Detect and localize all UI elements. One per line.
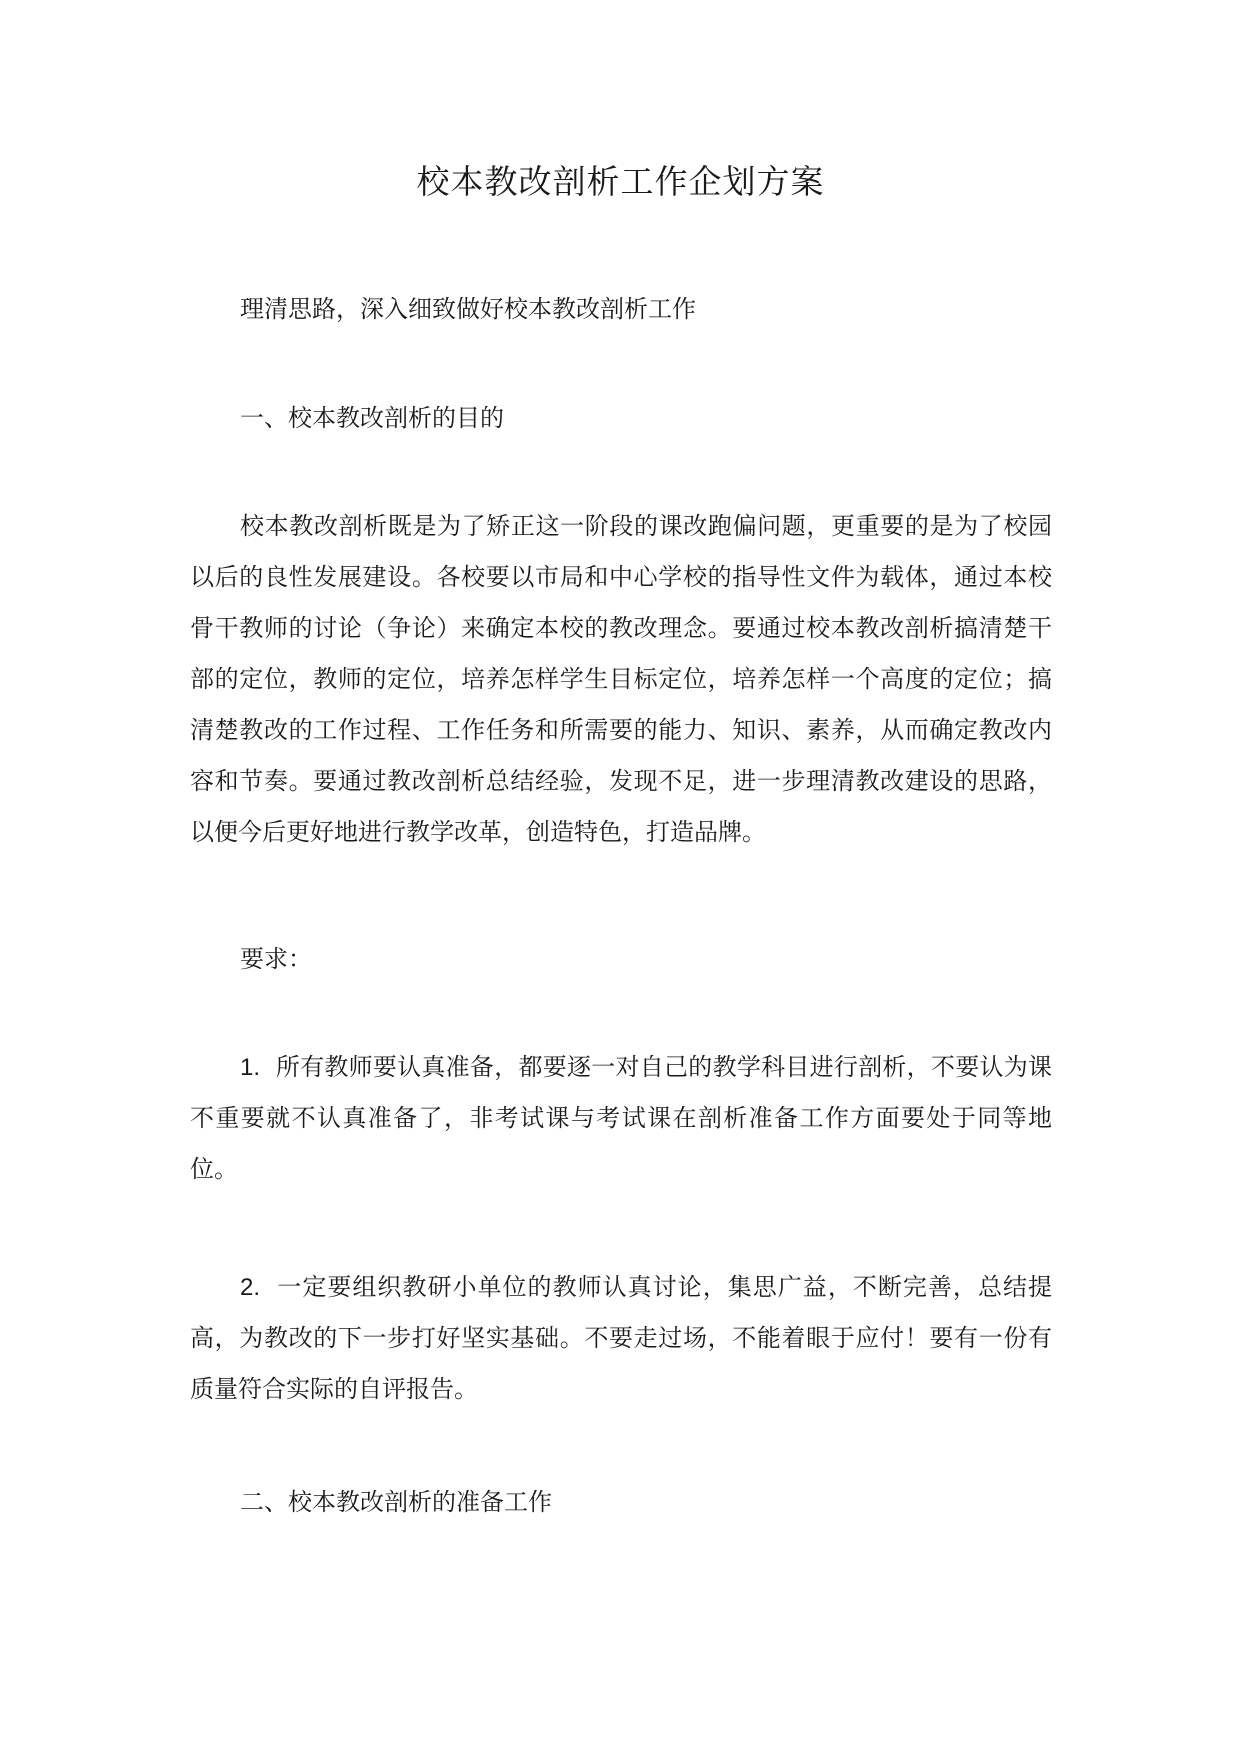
requirement-item-2 xyxy=(190,1262,1052,1415)
requirement-item-2-number: 2. xyxy=(240,1274,261,1301)
requirement-item-1-text: 所有教师要认真准备，都要逐一对自己的教学科目进行剖析，不要认为课不重要就不认真准备了，非考试课与考试课在剖析准备工作方面要处于同等地位。 xyxy=(190,1053,1053,1183)
section-1-body: 校本教改剖析既是为了矫正这一阶段的课改跑偏问题，更重要的是为了校园以后的良性发展建设。各校要以市局和中心学校的指导性文件为载体，通过本校骨干教师的讨论（争论）来确定本校的教改理念。要通过校本教改剖析搞清楚干部的定位，教师的定位，培养怎样学生目标定位，培养怎样一个高度的定位；搞清楚教改的工作过程、工作任务和所需要的能力、知识、素养，从而确定教改内容和节奏。要通过教改剖析总结经验，发现不足，进一步理清教改建设的思路，以便今后更好地进行教学改革，创造特色，打造品牌。 xyxy=(190,512,1052,846)
requirement-item-1 xyxy=(190,1042,1052,1195)
requirement-item-1-number: 1. xyxy=(240,1054,261,1081)
requirement-item-2-text: 一定要组织教研小单位的教师认真讨论，集思广益，不断完善，总结提高，为教改的下一步打好坚实基础。不要走过场，不能着眼于应付！要有一份有质量符合实际的自评报告。 xyxy=(190,1273,1052,1403)
document-title: 校本教改剖析工作企划方案 xyxy=(416,162,825,201)
section-1-heading: 一、校本教改剖析的目的 xyxy=(240,404,504,432)
intro-paragraph: 理清思路，深入细致做好校本教改剖析工作 xyxy=(240,295,696,323)
section-2-heading: 二、校本教改剖析的准备工作 xyxy=(240,1488,552,1516)
requirements-label: 要求： xyxy=(240,945,312,973)
